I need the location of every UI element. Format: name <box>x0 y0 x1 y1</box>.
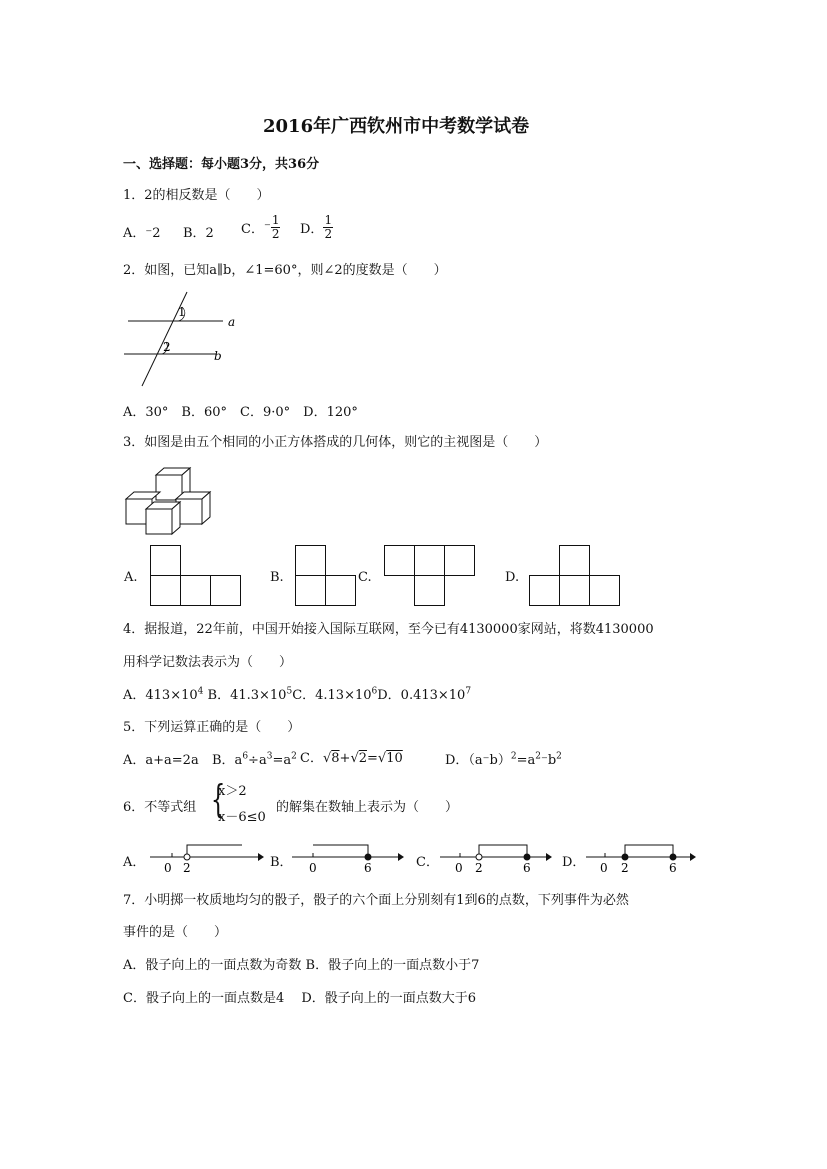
fraction <box>271 214 281 241</box>
question-4-option-b[interactable] <box>208 688 293 703</box>
radicand: 10 <box>386 751 403 766</box>
question-4-option-a[interactable] <box>123 688 203 703</box>
fraction-numerator: 1 <box>271 213 280 227</box>
question-5-option-d[interactable] <box>445 749 562 768</box>
exponent: 2 <box>510 751 517 762</box>
option-c-text: C． <box>300 751 323 766</box>
tick-label-0: 0 <box>309 861 317 875</box>
fraction-denominator: 2 <box>271 227 280 241</box>
option-c-label: C． <box>241 222 264 237</box>
question-7-line-1: 7．小明掷一枚质地均匀的骰子，骰子的六个面上分别刻有1到6的点数，下列事件为必然 <box>123 893 629 908</box>
option-b-text: B．a <box>212 753 243 768</box>
question-3-stem: 3．如图是由五个相同的小正方体搭成的几何体，则它的主视图是（ ） <box>123 435 548 450</box>
tick-label-2: 2 <box>621 861 629 875</box>
option-d-front-view <box>529 545 623 607</box>
question-7-options-ab[interactable]: A．骰子向上的一面点数为奇数 B．骰子向上的一面点数小于7 <box>123 958 480 973</box>
option-d-exponent: 7 <box>465 686 472 697</box>
number-line-d <box>586 840 700 876</box>
tick-label-0: 0 <box>600 861 608 875</box>
question-1-option-c[interactable] <box>241 214 280 241</box>
question-4-option-c[interactable] <box>292 688 377 703</box>
tick-label-6: 6 <box>364 861 372 875</box>
option-b-text: B．41.3×10 <box>207 688 287 703</box>
line-a-label: a <box>228 315 236 329</box>
question-1-option-a[interactable]: A．⁻2 <box>123 226 161 241</box>
question-6-post: 的解集在数轴上表示为（ ） <box>276 800 459 815</box>
question-5-stem: 5．下列运算正确的是（ ） <box>123 720 301 735</box>
radicand: 8 <box>331 751 340 766</box>
exponent: 3 <box>266 751 273 762</box>
fraction-denominator: 2 <box>324 227 333 241</box>
number-line-c <box>440 840 554 876</box>
option-c-exponent: 6 <box>371 686 378 697</box>
question-7-line-2: 事件的是（ ） <box>123 925 228 940</box>
exponent: 6 <box>242 751 249 762</box>
option-b-text: =a <box>272 753 292 768</box>
question-6-option-d[interactable]: D． <box>562 855 586 870</box>
option-b-text: ÷a <box>248 753 267 768</box>
tick-label-2: 2 <box>475 861 483 875</box>
sqrt-icon: √ <box>350 751 359 766</box>
inequality-2: x－6≤0 <box>218 810 266 825</box>
option-a-exponent: 4 <box>197 686 204 697</box>
question-5-option-b[interactable] <box>212 749 297 768</box>
option-a-text: A．413×10 <box>123 688 198 703</box>
question-5-option-a[interactable]: A．a+a=2a <box>123 753 199 768</box>
question-6-option-a[interactable]: A． <box>123 855 146 870</box>
cube-solid-figure <box>124 465 220 541</box>
question-4-option-d[interactable] <box>377 688 471 703</box>
option-d-label: D． <box>300 222 324 237</box>
page-title: 2016年广西钦州市中考数学试卷 <box>263 116 530 137</box>
tick-label-6: 6 <box>523 861 531 875</box>
option-d-text: ⁻b <box>540 753 557 768</box>
angle-2-label: 2 <box>163 340 171 354</box>
question-3-option-a[interactable]: A. <box>124 570 138 585</box>
option-b-front-view <box>295 545 359 607</box>
option-c-text: C．4.13×10 <box>292 688 372 703</box>
sqrt-icon: √ <box>322 751 332 766</box>
option-a-front-view <box>150 545 244 607</box>
question-6-option-b[interactable]: B． <box>270 855 293 870</box>
radicand: 2 <box>358 751 368 766</box>
fraction-numerator: 1 <box>324 213 333 227</box>
question-4-line-2: 用科学记数法表示为（ ） <box>123 655 293 670</box>
question-4-line-1: 4．据报道，22年前，中国开始接入国际互联网，至今已有4130000家网站，将数4130000 <box>123 622 654 637</box>
question-2-options[interactable]: A．30° B．60° C．9·0° D．120° <box>123 405 358 420</box>
option-b-exponent: 5 <box>286 686 293 697</box>
question-1-option-d[interactable] <box>300 214 333 241</box>
question-4-options <box>123 684 471 703</box>
option-d-text: D．（a⁻b） <box>445 753 511 768</box>
tick-label-2: 2 <box>183 861 191 875</box>
number-line-a <box>150 840 262 876</box>
option-d-text: =a <box>516 753 536 768</box>
option-c-sign: ⁻ <box>263 220 271 235</box>
question-3-option-c[interactable]: C. <box>358 570 372 585</box>
line-b-label: b <box>214 349 222 363</box>
tick-label-0: 0 <box>455 861 463 875</box>
tick-label-0: 0 <box>164 861 172 875</box>
section-heading: 一、选择题：每小题3分，共36分 <box>123 157 320 172</box>
tick-label-6: 6 <box>669 861 677 875</box>
exponent: 2 <box>556 751 562 762</box>
option-c-text: = <box>367 751 378 766</box>
question-6-option-c[interactable]: C． <box>416 855 439 870</box>
option-c-text: + <box>339 751 351 766</box>
question-2-stem: 2．如图，已知a∥b，∠1=60°，则∠2的度数是（ ） <box>123 263 447 278</box>
option-d-text: D．0.413×10 <box>377 688 466 703</box>
question-1-stem: 1．2的相反数是（ ） <box>123 188 270 203</box>
exponent: 2 <box>291 751 297 762</box>
sqrt-icon: √ <box>377 751 387 766</box>
brace-icon: { <box>210 777 226 821</box>
question-7-options-cd[interactable]: C．骰子向上的一面点数是4 D．骰子向上的一面点数大于6 <box>123 991 477 1006</box>
fraction <box>323 214 333 241</box>
question-5-option-c[interactable] <box>300 747 403 766</box>
option-c-front-view <box>384 545 478 607</box>
inequality-1: x＞2 <box>218 784 247 799</box>
question-3-option-b[interactable]: B. <box>270 570 284 585</box>
parallel-lines-figure <box>120 290 260 390</box>
angle-1-label: 1 <box>178 305 186 319</box>
question-6-pre: 6．不等式组 <box>123 800 197 815</box>
number-line-b <box>292 840 404 876</box>
question-1-option-b[interactable]: B．2 <box>183 226 214 241</box>
exponent: 2 <box>535 751 541 762</box>
question-3-option-d[interactable]: D. <box>505 570 520 585</box>
